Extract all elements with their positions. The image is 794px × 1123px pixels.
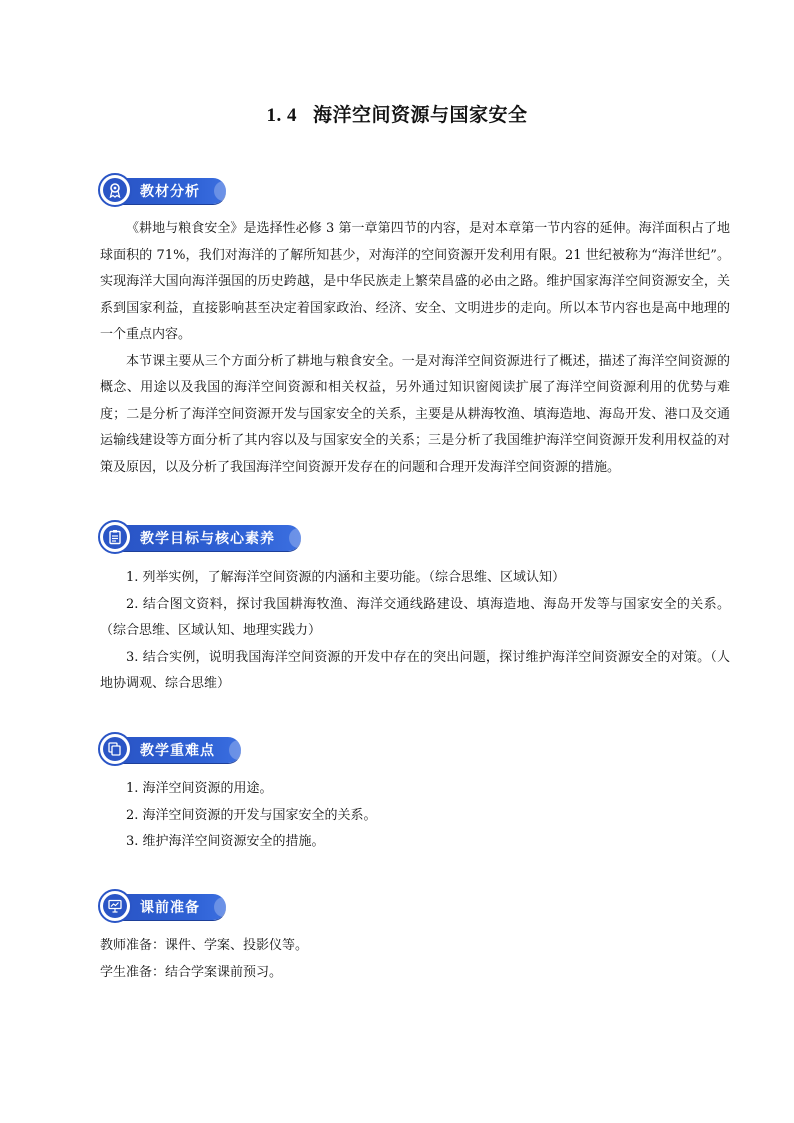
- goal-item: 3. 结合实例，说明我国海洋空间资源的开发中存在的突出问题，探讨维护海洋空间资源安全的对策。（人地协调观、综合思维）: [100, 649, 730, 691]
- section-header-analysis: [104, 175, 226, 207]
- section-heading-prep: 课前准备: [140, 900, 200, 916]
- prep-body: [100, 933, 730, 986]
- analysis-body: [100, 216, 730, 481]
- section-pill-prep: [118, 894, 226, 920]
- section-header-keypoints: [104, 734, 241, 766]
- keypoint-item: 1. 海洋空间资源的用途。: [126, 781, 273, 796]
- keypoints-body: [100, 776, 730, 856]
- section-heading-analysis: 教材分析: [140, 184, 200, 200]
- title-number: 1. 4: [266, 105, 297, 126]
- prep-item: 学生准备：结合学案课前预习。: [100, 964, 283, 980]
- section-pill-keypoints: [118, 737, 241, 763]
- section-header-prep: [104, 891, 226, 923]
- keypoint-item: 3. 维护海洋空间资源安全的措施。: [126, 834, 325, 849]
- stacked-pages-icon: [98, 732, 132, 766]
- section-pill-analysis: [118, 178, 226, 204]
- page-title: [0, 100, 794, 127]
- award-ribbon-icon: [98, 173, 132, 207]
- goal-item: 2. 结合图文资料，探讨我国耕海牧渔、海洋交通线路建设、填海造地、海岛开发等与国家安全的关系。（综合思维、区域认知、地理实践力）: [100, 596, 730, 638]
- clipboard-list-icon: [98, 520, 132, 554]
- title-text: 海洋空间资源与国家安全: [312, 104, 528, 126]
- analysis-paragraph-2: 本节课主要从三个方面分析了耕地与粮食安全。一是对海洋空间资源进行了概述，描述了海洋空间资源的概念、用途以及我国的海洋空间资源和相关权益，另外通过知识窗阅读扩展了海洋空间资源利用的优势与难度；二是分析了海洋空间资源开发与国家安全的关系，主要是从耕海牧渔、填海造地、海岛开发、港口及交通运输线建设等方面分析了其内容以及与国家安全的关系；三是分析了我国维护海洋空间资源开发利用权益的对策及原因，以及分析了我国海洋空间资源开发存在的问题和合理开发海洋空间资源的措施。: [100, 353, 730, 475]
- section-pill-goals: [118, 525, 301, 551]
- goals-body: [100, 565, 730, 698]
- section-heading-keypoints: 教学重难点: [140, 743, 215, 759]
- keypoint-item: 2. 海洋空间资源的开发与国家安全的关系。: [126, 807, 377, 823]
- goal-item: 1. 列举实例，了解海洋空间资源的内涵和主要功能。（综合思维、区域认知）: [126, 570, 566, 585]
- section-heading-goals: 教学目标与核心素养: [140, 531, 275, 547]
- prep-item: 教师准备：课件、学案、投影仪等。: [100, 938, 309, 953]
- section-header-goals: [104, 522, 301, 554]
- analysis-paragraph-1: 《耕地与粮食安全》是选择性必修 3 第一章第四节的内容，是对本章第一节内容的延伸。海洋面积占了地球面积的 71%，我们对海洋的了解所知甚少，对海洋的空间资源开发利用有限。21 世纪被称为“海洋世纪”。实现海洋大国向海洋强国的历史跨越，是中华民族走上繁荣昌盛的必由之路。维护国家海洋空间资源安全，关系到国家利益，直接影响甚至决定着国家政治、经济、安全、文明进步的走向。所以本节内容也是高中地理的一个重点内容。: [100, 221, 730, 342]
- presentation-board-icon: [98, 889, 132, 923]
